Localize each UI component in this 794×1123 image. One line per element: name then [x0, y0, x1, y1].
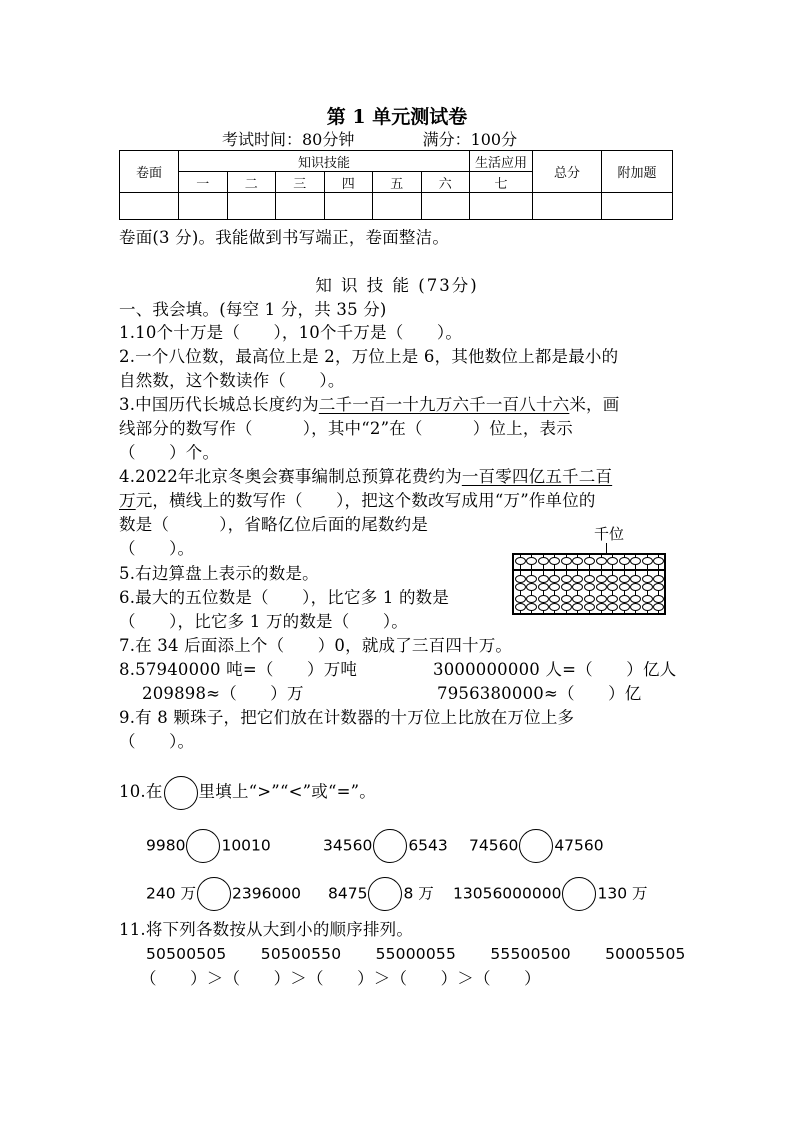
question-6-line1: 6.最大的五位数是（ ），比它多 1 的数是 — [119, 588, 450, 607]
score-cell[interactable] — [324, 193, 373, 220]
col-6: 六 — [421, 172, 470, 193]
juanmian-note: 卷面(3 分)。我能做到书写端正，卷面整洁。 — [119, 228, 450, 247]
score-cell[interactable] — [179, 193, 228, 220]
abacus-bead — [515, 557, 526, 565]
compare-right: 47560 — [554, 836, 604, 855]
q4-text: 4.2022年北京冬奥会赛事编制总预算花费约为 — [119, 467, 462, 486]
abacus-bead — [572, 557, 583, 565]
q11-number: 50005505 — [605, 945, 686, 963]
compare-circle[interactable] — [197, 877, 231, 911]
score-table — [119, 150, 673, 220]
compare-circle[interactable] — [373, 829, 407, 863]
abacus-bead — [561, 557, 572, 565]
section-title: 知 识 技 能 (73分) — [315, 276, 479, 295]
score-cell[interactable] — [470, 193, 533, 220]
abacus-bead — [572, 583, 583, 591]
q11-blanks[interactable]: （ ）＞（ ）＞（ ）＞（ ）＞（ ） — [140, 969, 541, 988]
q3-underlined: 二千一百一十九万六千一百八十六 — [318, 395, 570, 414]
question-1: 1.10个十万是（ ），10个千万是（ ）。 — [119, 323, 463, 342]
abacus-bead — [653, 603, 664, 611]
question-4-line1 — [119, 465, 612, 488]
abacus-bead — [572, 575, 583, 583]
abacus-label: 千位 — [594, 525, 625, 543]
compare-item — [453, 877, 648, 911]
q4-underlined: 一百零四亿五千二百 — [461, 467, 613, 486]
abacus-bead — [549, 603, 560, 611]
question-4-line4: （ ）。 — [119, 539, 195, 558]
compare-right: 8 万 — [403, 884, 434, 903]
header-shenghuo: 生活应用 — [470, 151, 533, 172]
question-3-line3: （ ）个。 — [119, 443, 220, 462]
abacus-bead — [572, 603, 583, 611]
abacus-pointer — [606, 543, 607, 553]
exam-time: 考试时间：80分钟 — [222, 130, 355, 149]
compare-circle[interactable] — [519, 829, 553, 863]
abacus-bead — [526, 575, 537, 583]
question-6-line2: （ ），比它多 1 万的数是（ ）。 — [119, 612, 408, 631]
abacus-bead — [549, 595, 560, 603]
col-2: 二 — [227, 172, 276, 193]
abacus-bead — [607, 583, 618, 591]
compare-left: 13056000000 — [453, 884, 562, 903]
q10-text-2: 里填上“>”“<”或“=”。 — [198, 782, 376, 801]
score-cell[interactable] — [533, 193, 602, 220]
compare-right: 130 万 — [597, 884, 648, 903]
compare-item — [328, 877, 434, 911]
abacus-bead — [642, 595, 653, 603]
question-3-line1 — [119, 393, 619, 416]
score-cell[interactable] — [373, 193, 422, 220]
abacus-bead — [526, 595, 537, 603]
abacus-bead — [630, 575, 641, 583]
q4-underlined-2: 万 — [119, 491, 136, 510]
abacus-bead — [642, 583, 653, 591]
abacus-bead — [584, 595, 595, 603]
question-3-line2: 线部分的数写作（ ），其中“2”在（ ）位上，表示 — [119, 419, 573, 438]
abacus-bead — [607, 595, 618, 603]
abacus-bead — [596, 575, 607, 583]
question-4-line2 — [119, 489, 596, 512]
exam-info — [222, 127, 517, 150]
full-marks: 满分：100分 — [422, 130, 518, 149]
page-title: 第 1 单元测试卷 — [326, 106, 468, 128]
abacus-bead — [653, 557, 664, 565]
question-7: 7.在 34 后面添上个（ ）0，就成了三百四十万。 — [119, 636, 513, 655]
q3-text-end: 米，画 — [569, 395, 620, 414]
header-juanmian: 卷面 — [120, 151, 179, 193]
abacus-bead — [630, 557, 641, 565]
question-2-line1: 2.一个八位数，最高位上是 2，万位上是 6，其他数位上都是最小的 — [119, 347, 619, 366]
abacus-bead — [619, 583, 630, 591]
header-zongfen: 总分 — [533, 151, 602, 193]
q4-text-2: 元，横线上的数写作（ ），把这个数改写成用“万”作单位的 — [135, 491, 596, 510]
abacus-bead — [584, 583, 595, 591]
compare-left: 9980 — [146, 836, 186, 855]
compare-right: 2396000 — [232, 884, 302, 903]
question-11: 11.将下列各数按从大到小的顺序排列。 — [119, 920, 414, 939]
compare-right: 10010 — [221, 836, 271, 855]
col-1: 一 — [179, 172, 228, 193]
abacus-bead — [572, 595, 583, 603]
question-8-b: 3000000000 人=（ ）亿人 — [433, 660, 677, 679]
part1-title: 一、我会填。(每空 1 分，共 35 分) — [119, 300, 387, 319]
abacus-bead — [653, 583, 664, 591]
abacus-bead — [538, 583, 549, 591]
q11-numbers — [146, 943, 686, 966]
abacus-bead — [642, 603, 653, 611]
score-cell[interactable] — [602, 193, 673, 220]
q11-number: 55000055 — [375, 945, 457, 963]
abacus-bead — [538, 575, 549, 583]
question-8-c: 209898≈（ ）万 — [142, 684, 304, 703]
question-9-line1: 9.有 8 颗珠子，把它们放在计数器的十万位上比放在万位上多 — [119, 708, 575, 727]
compare-left: 34560 — [323, 836, 373, 855]
abacus-bead — [549, 583, 560, 591]
abacus-bead — [596, 603, 607, 611]
abacus-image — [512, 553, 666, 615]
question-10 — [119, 774, 376, 810]
abacus-bead — [607, 603, 618, 611]
question-4-line3: 数是（ ），省略亿位后面的尾数约是 — [119, 515, 429, 534]
score-cell[interactable] — [120, 193, 179, 220]
q3-text: 3.中国历代长城总长度约为 — [119, 395, 319, 414]
abacus-bead — [607, 557, 618, 565]
question-5: 5.右边算盘上表示的数是。 — [119, 564, 319, 583]
question-9-line2: （ ）。 — [119, 732, 195, 751]
abacus-bead — [538, 595, 549, 603]
abacus-bead — [584, 557, 595, 565]
abacus-bead — [561, 595, 572, 603]
header-fujia: 附加题 — [602, 151, 673, 193]
abacus-bead — [642, 557, 653, 565]
abacus-bead — [653, 595, 664, 603]
compare-item — [146, 829, 271, 863]
score-cell[interactable] — [421, 193, 470, 220]
compare-item — [323, 829, 448, 863]
q10-text: 10.在 — [119, 782, 163, 801]
compare-item — [469, 829, 604, 863]
compare-left: 74560 — [469, 836, 519, 855]
compare-right: 6543 — [408, 836, 448, 855]
question-8-a: 8.57940000 吨=（ ）万吨 — [119, 660, 358, 679]
compare-circle[interactable] — [562, 877, 596, 911]
compare-left: 240 万 — [146, 884, 197, 903]
abacus-bead — [596, 583, 607, 591]
abacus-bead — [607, 575, 618, 583]
abacus-bead — [515, 595, 526, 603]
abacus-bead — [526, 603, 537, 611]
q11-number: 50500550 — [260, 945, 342, 963]
abacus-bead — [619, 575, 630, 583]
abacus-bead — [526, 557, 537, 565]
q11-number: 50500505 — [146, 945, 227, 963]
col-3: 三 — [276, 172, 325, 193]
abacus-bead — [561, 603, 572, 611]
compare-circle[interactable] — [368, 877, 402, 911]
abacus-bead — [584, 575, 595, 583]
header-zhishi: 知识技能 — [179, 151, 470, 172]
abacus-bead — [619, 603, 630, 611]
q11-number: 55500500 — [490, 945, 571, 963]
abacus-bead — [526, 583, 537, 591]
abacus-bead — [561, 575, 572, 583]
circle-icon — [164, 776, 198, 810]
compare-circle[interactable] — [186, 829, 220, 863]
abacus-bead — [561, 583, 572, 591]
question-2-line2: 自然数，这个数读作（ ）。 — [119, 371, 345, 390]
abacus-bead — [515, 575, 526, 583]
col-7: 七 — [470, 172, 533, 193]
abacus-bead — [642, 575, 653, 583]
abacus-bead — [630, 603, 641, 611]
abacus-bead — [549, 575, 560, 583]
abacus-bead — [549, 557, 560, 565]
col-4: 四 — [324, 172, 373, 193]
abacus-bead — [653, 575, 664, 583]
col-5: 五 — [373, 172, 422, 193]
abacus-bead — [630, 595, 641, 603]
abacus-bead — [630, 583, 641, 591]
compare-left: 8475 — [328, 884, 368, 903]
abacus-bead — [515, 583, 526, 591]
question-8-d: 7956380000≈（ ）亿 — [437, 684, 642, 703]
abacus-bead — [538, 557, 549, 565]
abacus-bead — [538, 603, 549, 611]
compare-item — [146, 877, 301, 911]
abacus-bead — [584, 603, 595, 611]
score-cell[interactable] — [276, 193, 325, 220]
abacus-bead — [619, 595, 630, 603]
score-cell[interactable] — [227, 193, 276, 220]
abacus-bead — [596, 595, 607, 603]
abacus-bead — [515, 603, 526, 611]
abacus-bead — [596, 557, 607, 565]
abacus-bead — [619, 557, 630, 565]
